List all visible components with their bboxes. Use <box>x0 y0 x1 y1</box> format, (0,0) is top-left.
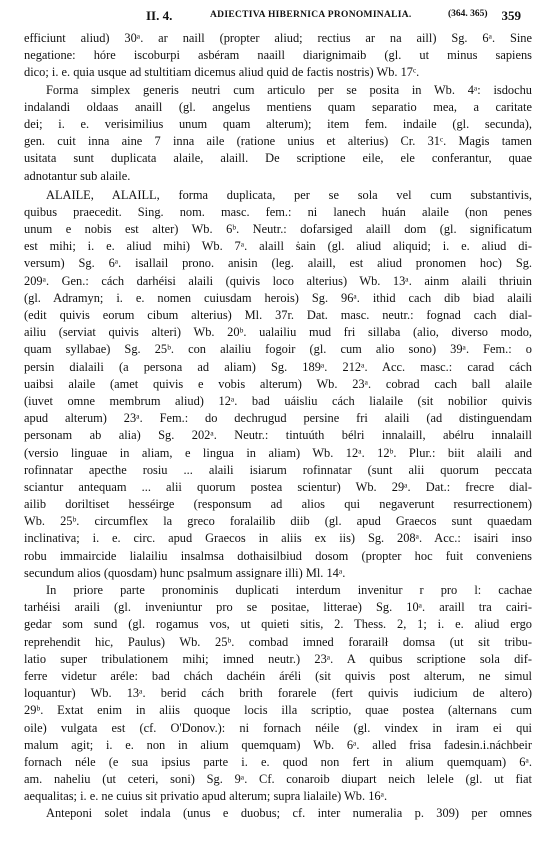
text-line: apud alterum) 23ᵃ. Fem.: do dechrugud persine fri alaili (ad distinguendam <box>24 411 532 426</box>
text-line: usitata sunt duplicata alaile, alaill. De scriptione eile, ele conferantur, quae <box>24 151 532 166</box>
text-line: Wb. 25ᵇ. circumflex la greco foralailib diib (gl. apud Graecos sunt quaedam <box>24 514 532 529</box>
text-line: sciantur antequam ... alii quorum postea scientur) Wb. 29ᵃ. Dat.: frecre dial- <box>24 479 532 494</box>
text-line: robu immaircide lialailiu insalmsa dothaisilbiud dosom (propter hoc fuit conveniens <box>24 548 532 563</box>
running-header <box>36 4 525 24</box>
text-line: reprehendit hic, Paulus) Wb. 25ᵇ. combad imned forarailł domsa (ut sit tribu- <box>24 634 532 649</box>
text-line: secundum alios (quosdam) hunc psalmum assignare illi) Ml. 14ᵃ. <box>24 565 346 580</box>
text-line: personam ab alia) Sg. 202ᵃ. Neutr.: tintuúth bélri innalaill, abélru innalaill <box>24 428 532 443</box>
text-line: Anteponi solet indala (unus e duobus; cf. inter numeralia p. 309) per omnes <box>46 806 532 821</box>
text-line: est mihi; i. e. aliud mihi) Wb. 7ᵃ. alaill ṡain (gl. aliud aliquid; i. e. aliud di- <box>24 239 532 254</box>
text-line: ailib doriltiset hesséirge (responsum ad alios qui negaverunt resurrectionem) <box>24 497 532 512</box>
text-line: dico; i. e. quia usque ad stultitiam dicemus aliud quid de factis nostris) Wb. 17ᶜ. <box>24 65 420 80</box>
text-line: oile) vulgata est (cf. O'Donov.): ni fornach néile (gl. vindex in iram ei qui <box>24 720 532 735</box>
text-line: (gl. Adramyn; i. e. nomen cuiusdam herois) Sg. 96ᵃ. ithid cach dib biad alaili <box>24 290 532 305</box>
section-number: II. 4. <box>146 8 173 23</box>
text-line: efficiunt aliud) 30ᵃ. ar naill (propter aliud; rectius ar na aill) Sg. 6ᵃ. Sine <box>24 31 532 45</box>
text-line: unum e nobis est alter) Wb. 6ᵇ. Neutr.: dofarsiged alaill dom (gl. significatum <box>24 222 532 237</box>
text-line: gedar som sund (gl. rogamus vos, ut quieti sitis, 2. Thess. 2, 1; i. e. aliud ergo <box>24 617 532 632</box>
text-line: malum agit; i. e. non in alium quemquam) Wb. 6ᵃ. alled frisa fadesin.i.náchbeir <box>24 737 532 752</box>
text-line: In priore parte pronominis duplicati interdum invenitur r pro l: cachae <box>46 583 532 597</box>
text-line: (edit quivis eorum cibum alterius) Ml. 37r. Dat. masc. neutr.: fognad cach dial- <box>24 308 532 322</box>
text-line: 29ᵇ. Extat enim in aliis quoque locis illa scriptio, quae postea (alternans cum <box>24 703 532 718</box>
text-line: tarhéisi araili (gl. inveniuntur pro se positae, litterae) Sg. 10ᵃ. araill tra cairi- <box>24 600 532 615</box>
text-line: quibus praecedit. Sing. nom. masc. fem.: ni lanech huán alaile (non penes <box>24 204 532 219</box>
text-line: rofinnatar apecthe rosiu ... alaili isiarum rofinnatar (sunt alii quorum peccata <box>24 462 532 477</box>
text-line: Forma simplex generis neutri cum articulo per se posita in Wb. 4ᵃ: isdochu <box>46 82 532 97</box>
page-number: 359 <box>501 8 521 23</box>
text-line: quam syllabae) Sg. 25ᵇ. con alailiu fogoir (gl. cum alio sono) 39ᵃ. Fem.: o <box>24 342 532 357</box>
text-line: 209ᵃ. Gen.: cách darhéisi alaili (quivis loco alterius) Wb. 13ᵃ. ainm alaili thriuin <box>24 273 532 288</box>
text-line: fornach néle (e sua ipsius parte i. e. quod non fert in alium quemquam) 6ᵃ. <box>24 754 532 769</box>
text-line: ailiu (serviat quivis alteri) Wb. 20ᵇ. ualailiu mud fri sillaba (alio, diverso modo, <box>24 325 532 340</box>
text-line: versum) Sg. 6ᵃ. isallail prono. anisin (leg. alaill, est aliud pronomen hoc) Sg. <box>24 256 532 271</box>
text-line: indalandi oldaas anaill (gl. angelus mentiens quam separatio mea, a caritate <box>24 99 532 114</box>
text-line: persin dialaili (a persona ad aliam) Sg. 189ᵃ. 212ᵃ. Acc. masc.: carad cách <box>24 359 532 374</box>
section-range: (364. 365) <box>448 9 488 19</box>
text-line: ferre videtur aréle: bad chách dachéin áréli (sit quivis post alterum, ne simul <box>24 668 532 683</box>
text-line: uaibsi alaile (amet quivis e vobis alterum) Wb. 23ᵃ. cobrad cach ball alaile <box>24 376 532 391</box>
text-line: negatione: hóre iscoburpi asbéram naaill diarignimaib (gl. ut minus sapiens <box>24 48 532 63</box>
chapter-title: ADIECTIVA HIBERNICA PRONOMINALIA. <box>210 10 412 20</box>
text-line: adnotantur sub alaile. <box>24 168 131 183</box>
text-line: aequalitas; i. e. ne cuius sit privatio apud alterum; supra lialaile) Wb. 16ᵃ. <box>24 789 388 804</box>
text-line: dei; i. e. verisimilius unum quam alterum); item fem. indaile (gl. secunda), <box>24 116 532 131</box>
text-line: loquantur) Wb. 13ᵃ. berid cách brith forarele (fert quivis iudicium de altero) <box>24 686 532 701</box>
text-line: (versio linguae in aliam, e lingua in aliam) Wb. 12ᵃ. 12ᵇ. Plur.: biit alaili and <box>24 445 532 460</box>
text-line: gen. cuit inna aine 7 inna aile (ratione unius et alterius) Cr. 31ᶜ. Magis tamen <box>24 134 532 149</box>
text-line: inclinativa; i. e. circ. apud Graecos in aliis ex iis) Sg. 208ᵃ. Acc.: isairi inso <box>24 531 532 546</box>
text-line: (iuvet omne membrum aliud) 12ᵃ. bad uáisliu cách lialaile (sit nobilior quivis <box>24 393 532 408</box>
text-line: am. naheliu (ut ceteri, soni) Sg. 9ᵃ. Cf. conaroib diupart neich lelele (gl. ut fiat <box>24 772 532 787</box>
text-line: latio super tribulationem mihi; imned neutr.) 23ᵃ. A quibus scriptione sola dif- <box>24 651 532 666</box>
text-line: ALAILE, ALAILL, forma duplicata, per se sola vel cum substantivis, <box>46 187 532 202</box>
body-text <box>24 30 532 823</box>
